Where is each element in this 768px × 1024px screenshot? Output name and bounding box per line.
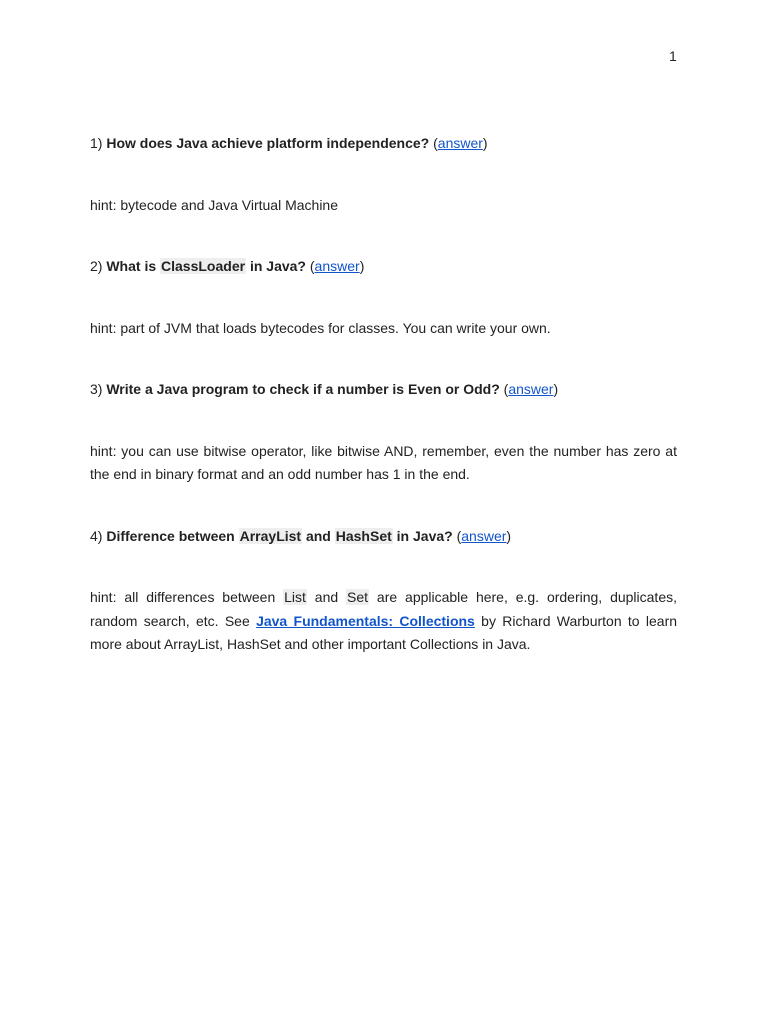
- question-1: 1) How does Java achieve platform independence? (answer): [90, 135, 488, 151]
- answer-link[interactable]: answer: [461, 527, 507, 544]
- answer-link[interactable]: answer: [314, 258, 360, 274]
- hint-3: hint: you can use bitwise operator, like bitwise AND, remember, even the number has zero at the end in binary format and an odd number has 1 in the end.: [90, 442, 677, 482]
- hint-4: hint: all differences between List and Set are applicable here, e.g. ordering, duplicates, random search, etc. See Java Fundamentals: Collections by Richard Warburton to learn more about ArrayList, HashSet and other important Collections in Java.: [90, 589, 678, 652]
- answer-link[interactable]: answer: [508, 381, 554, 397]
- document-body: [90, 132, 677, 695]
- question-text: Write a Java program to check if a number is Even or Odd?: [106, 381, 500, 397]
- question-number: 4): [90, 527, 103, 544]
- page-number: 1: [669, 48, 677, 64]
- question-number: 1): [90, 135, 103, 151]
- question-number: 3): [90, 381, 103, 397]
- question-3: 3) Write a Java program to check if a number is Even or Odd? (answer): [90, 381, 559, 397]
- hint-2: hint: part of JVM that loads bytecodes for classes. You can write your own.: [90, 319, 551, 336]
- question-text: How does Java achieve platform independence?: [106, 135, 430, 151]
- question-4: 4) Difference between ArrayList and HashSet in Java? (answer): [90, 527, 512, 544]
- question-number: 2): [90, 258, 103, 274]
- code-term: HashSet: [335, 527, 392, 544]
- question-2: 2) What is ClassLoader in Java? (answer): [90, 258, 365, 274]
- code-term: Set: [347, 589, 369, 605]
- question-text: What is ClassLoader in Java?: [106, 258, 306, 274]
- code-term: List: [284, 589, 306, 605]
- question-text: Difference between ArrayList and HashSet in Java?: [106, 527, 453, 544]
- course-link[interactable]: Java Fundamentals: Collections: [256, 612, 475, 629]
- hint-1: hint: bytecode and Java Virtual Machine: [90, 196, 339, 213]
- answer-link[interactable]: answer: [437, 135, 483, 151]
- code-term: ClassLoader: [161, 258, 246, 274]
- code-term: ArrayList: [239, 527, 302, 544]
